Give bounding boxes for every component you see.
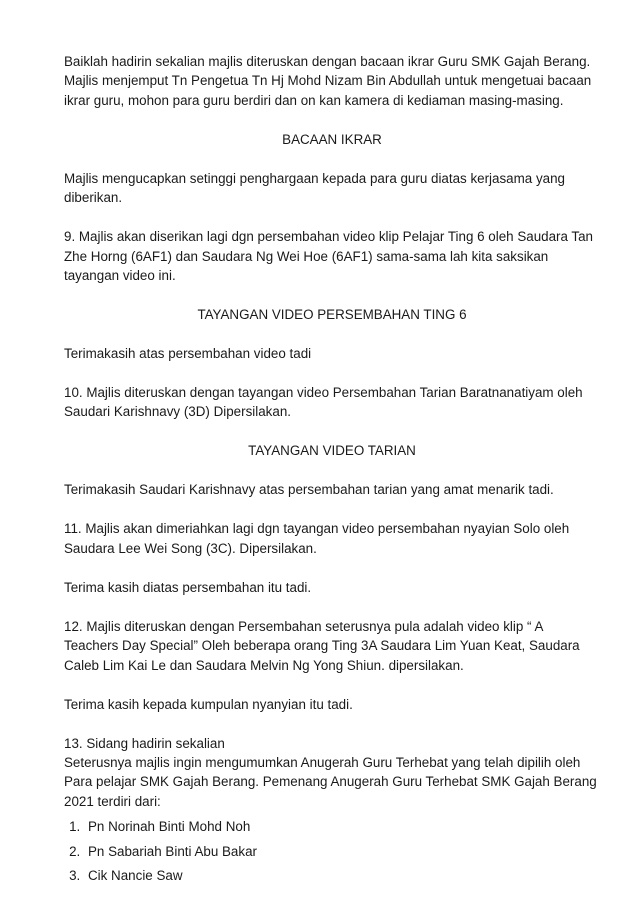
paragraph-item-9: 9. Majlis akan diserikan lagi dgn persembahan video klip Pelajar Ting 6 oleh Saudara Tan Zhe Horng (6AF1) dan Saudara Ng Wei Hoe (6AF1) sama-sama lah kita saksikan tayangan video ini. (64, 229, 594, 284)
paragraph-thanks-tarian: Terimakasih Saudari Karishnavy atas persembahan tarian yang amat menarik tadi. (64, 482, 554, 498)
paragraph-thanks-kumpulan: Terima kasih kepada kumpulan nyanyian itu tadi. (64, 696, 353, 712)
heading-tayangan-tarian: TAYANGAN VIDEO TARIAN (248, 443, 416, 459)
list-item: 1. Pn Norinah Binti Mohd Noh (84, 817, 600, 836)
paragraph-item-10: 10. Majlis diteruskan dengan tayangan video Persembahan Tarian Baratnanatiyam oleh Saudari Karishnavy (3D) Dipersilakan. (64, 385, 583, 420)
paragraph-opening: Baiklah hadirin sekalian majlis diteruskan dengan bacaan ikrar Guru SMK Gajah Berang. Majlis menjemput Tn Pengetua Tn Hj Mohd Nizam Bin Abdullah untuk mengetuai bacaan ikrar guru, mohon para guru berdiri dan on kan kamera di kediaman masing-masing. (64, 54, 592, 108)
paragraph-item-11: 11. Majlis akan dimeriahkan lagi dgn tayangan video persembahan nyayian Solo oleh Saudara Lee Wei Song (3C). Dipersilakan. (64, 521, 570, 556)
paragraph-item-13: 13. Sidang hadirin sekalian (64, 735, 225, 751)
heading-tayangan-ting-6: TAYANGAN VIDEO PERSEMBAHAN TING 6 (197, 307, 467, 323)
paragraph-announcement: Seterusnya majlis ingin mengumumkan Anugerah Guru Terhebat yang telah dipilih oleh Para pelajar SMK Gajah Berang. Pemenang Anugerah Guru Terhebat SMK Gajah Berang 2021 terdiri dari: (64, 755, 597, 809)
paragraph-item-12: 12. Majlis diteruskan dengan Persembahan seterusnya pula adalah video klip “ A Teachers Day Special” Oleh beberapa orang Ting 3A Saudara Lim Yuan Keat, Saudara Caleb Lim Kai Le dan Saudara Melvin Ng Yong Shiun. dipersilakan. (64, 618, 580, 673)
winners-list (64, 817, 600, 886)
paragraph-thanks-solo: Terima kasih diatas persembahan itu tadi. (64, 579, 312, 595)
heading-bacaan-ikrar: BACAAN IKRAR (282, 131, 382, 147)
list-item: 3. Cik Nancie Saw (84, 866, 600, 885)
paragraph-appreciation: Majlis mengucapkan setinggi penghargaan kepada para guru diatas kerjasama yang diberikan. (64, 170, 565, 206)
list-item: 2. Pn Sabariah Binti Abu Bakar (84, 842, 600, 861)
paragraph-thanks-video: Terimakasih atas persembahan video tadi (64, 346, 312, 362)
